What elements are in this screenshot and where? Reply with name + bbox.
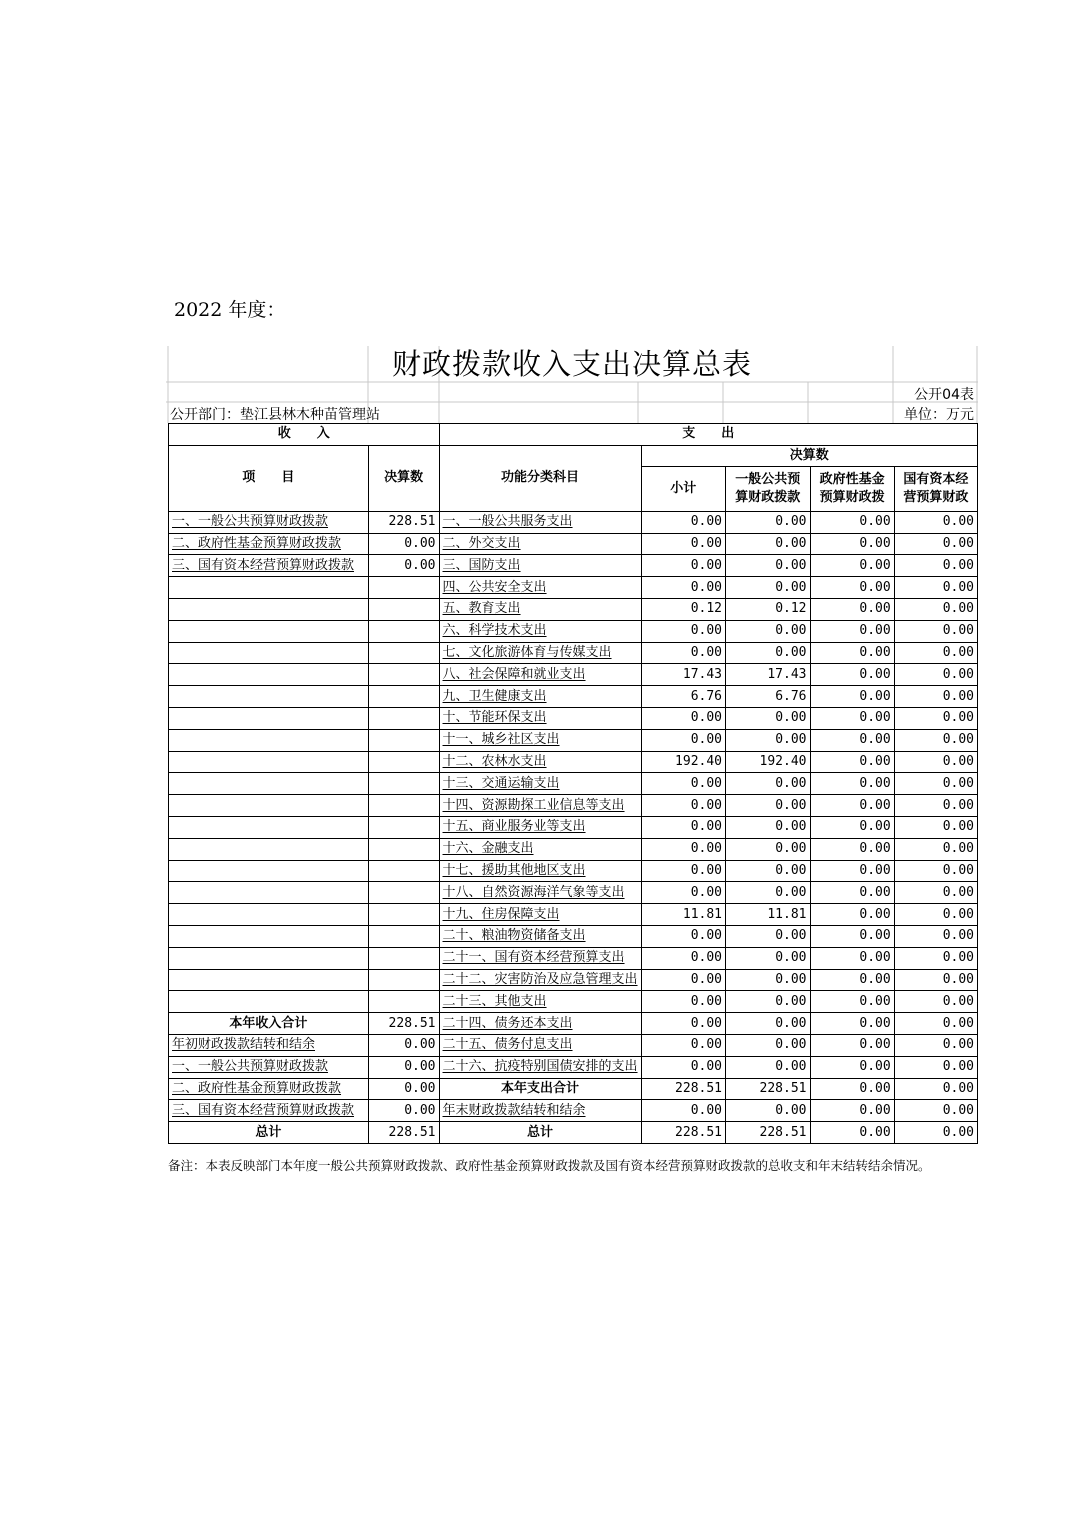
income-header: 收 入 <box>169 424 440 446</box>
income-item-cell <box>169 664 369 686</box>
expense-general-cell: 6.76 <box>726 686 810 708</box>
expense-soe-cell: 0.00 <box>894 707 977 729</box>
table-row <box>169 1100 978 1122</box>
expense-soe-cell: 0.00 <box>894 664 977 686</box>
expense-item-cell: 十九、住房保障支出 <box>439 904 641 926</box>
table-row <box>169 511 978 533</box>
table-row <box>169 664 978 686</box>
table-row <box>169 729 978 751</box>
expense-item-cell: 二十六、抗疫特别国债安排的支出 <box>439 1056 641 1078</box>
income-amount-cell <box>368 664 439 686</box>
expense-subtotal-cell: 0.00 <box>641 1034 725 1056</box>
income-item-cell <box>169 969 369 991</box>
decision-header: 决算数 <box>641 445 977 466</box>
income-amount-cell: 0.00 <box>368 533 439 555</box>
income-amount-cell <box>368 686 439 708</box>
income-item-cell <box>169 882 369 904</box>
income-amount-cell <box>368 860 439 882</box>
income-amount-cell: 0.00 <box>368 1034 439 1056</box>
expense-subtotal-cell: 0.00 <box>641 511 725 533</box>
expense-fund-cell: 0.00 <box>810 533 894 555</box>
table-row <box>169 860 978 882</box>
table-row <box>169 555 978 577</box>
expense-subtotal-cell: 0.00 <box>641 816 725 838</box>
expense-general-cell: 0.00 <box>726 511 810 533</box>
expense-subtotal-cell: 0.00 <box>641 1056 725 1078</box>
expense-fund-cell: 0.00 <box>810 947 894 969</box>
expense-general-cell: 0.00 <box>726 925 810 947</box>
table-row <box>169 577 978 599</box>
expense-item-cell: 五、教育支出 <box>439 598 641 620</box>
general-header: 一般公共预算财政拨款 <box>726 466 810 511</box>
income-amount-cell <box>368 795 439 817</box>
expense-subtotal-cell: 0.00 <box>641 991 725 1013</box>
fund-header: 政府性基金预算财政拨 <box>810 466 894 511</box>
expense-soe-cell: 0.00 <box>894 1100 977 1122</box>
subtotal-header: 小计 <box>641 466 725 511</box>
expense-soe-cell: 0.00 <box>894 1078 977 1100</box>
income-amount-cell <box>368 620 439 642</box>
income-item-cell: 一、一般公共预算财政拨款 <box>169 1056 369 1078</box>
expense-general-cell: 0.00 <box>726 969 810 991</box>
income-amount-cell: 228.51 <box>368 1013 439 1035</box>
expense-subtotal-cell: 11.81 <box>641 904 725 926</box>
form-code: 公开04表 <box>914 387 974 403</box>
expense-fund-cell: 0.00 <box>810 751 894 773</box>
income-item-cell: 三、国有资本经营预算财政拨款 <box>169 555 369 577</box>
expense-general-cell: 192.40 <box>726 751 810 773</box>
sheet-title: 财政拨款收入支出决算总表 <box>391 347 752 381</box>
income-item-cell <box>169 991 369 1013</box>
expense-general-cell: 228.51 <box>726 1078 810 1100</box>
expense-subtotal-cell: 0.00 <box>641 1013 725 1035</box>
expense-subtotal-cell: 0.00 <box>641 773 725 795</box>
expense-item-cell: 三、国防支出 <box>439 555 641 577</box>
expense-fund-cell: 0.00 <box>810 969 894 991</box>
income-item-cell: 一、一般公共预算财政拨款 <box>169 511 369 533</box>
income-item-cell <box>169 729 369 751</box>
expense-general-cell: 0.00 <box>726 707 810 729</box>
expense-fund-cell: 0.00 <box>810 838 894 860</box>
expense-soe-cell: 0.00 <box>894 1056 977 1078</box>
expense-fund-cell: 0.00 <box>810 860 894 882</box>
income-amount-cell: 228.51 <box>368 1122 439 1144</box>
expense-subtotal-cell: 0.00 <box>641 729 725 751</box>
expense-soe-cell: 0.00 <box>894 925 977 947</box>
income-item-cell: 二、政府性基金预算财政拨款 <box>169 533 369 555</box>
income-amount-cell <box>368 707 439 729</box>
expense-fund-cell: 0.00 <box>810 555 894 577</box>
expense-item-cell: 二十一、国有资本经营预算支出 <box>439 947 641 969</box>
table-row <box>169 686 978 708</box>
expense-soe-cell: 0.00 <box>894 1122 977 1144</box>
table-row <box>169 882 978 904</box>
expense-subtotal-cell: 0.00 <box>641 1100 725 1122</box>
income-item-cell: 年初财政拨款结转和结余 <box>169 1034 369 1056</box>
income-amount-cell <box>368 969 439 991</box>
income-amount-cell: 0.00 <box>368 1078 439 1100</box>
expense-soe-cell: 0.00 <box>894 860 977 882</box>
income-item-cell <box>169 620 369 642</box>
expense-fund-cell: 0.00 <box>810 1122 894 1144</box>
income-item-cell <box>169 642 369 664</box>
income-item-cell: 二、政府性基金预算财政拨款 <box>169 1078 369 1100</box>
table-row <box>169 816 978 838</box>
income-amount-cell <box>368 904 439 926</box>
expense-subtotal-cell: 0.00 <box>641 969 725 991</box>
income-amount-cell <box>368 598 439 620</box>
income-item-cell <box>169 598 369 620</box>
income-item-cell: 总计 <box>169 1122 369 1144</box>
expense-general-cell: 0.00 <box>726 1013 810 1035</box>
expense-soe-cell: 0.00 <box>894 555 977 577</box>
expense-fund-cell: 0.00 <box>810 1078 894 1100</box>
expense-general-cell: 228.51 <box>726 1122 810 1144</box>
expense-general-cell: 17.43 <box>726 664 810 686</box>
expense-subtotal-cell: 0.00 <box>641 707 725 729</box>
expense-soe-cell: 0.00 <box>894 969 977 991</box>
expense-fund-cell: 0.00 <box>810 729 894 751</box>
expense-fund-cell: 0.00 <box>810 991 894 1013</box>
function-header: 功能分类科目 <box>439 445 641 511</box>
income-item-cell <box>169 686 369 708</box>
expense-general-cell: 0.00 <box>726 838 810 860</box>
expense-item-cell: 十七、援助其他地区支出 <box>439 860 641 882</box>
income-item-cell <box>169 773 369 795</box>
expense-fund-cell: 0.00 <box>810 1100 894 1122</box>
expense-general-cell: 0.00 <box>726 795 810 817</box>
expense-general-cell: 0.00 <box>726 816 810 838</box>
expense-item-cell: 一、一般公共服务支出 <box>439 511 641 533</box>
expense-fund-cell: 0.00 <box>810 1056 894 1078</box>
expense-subtotal-cell: 0.00 <box>641 860 725 882</box>
expense-general-cell: 0.00 <box>726 860 810 882</box>
expense-soe-cell: 0.00 <box>894 686 977 708</box>
expense-item-cell: 二十、粮油物资储备支出 <box>439 925 641 947</box>
expense-item-cell: 二十四、债务还本支出 <box>439 1013 641 1035</box>
expense-item-cell: 十三、交通运输支出 <box>439 773 641 795</box>
expense-item-cell: 二、外交支出 <box>439 533 641 555</box>
expense-item-cell: 十六、金融支出 <box>439 838 641 860</box>
budget-sheet <box>166 346 978 1186</box>
expense-fund-cell: 0.00 <box>810 620 894 642</box>
expense-item-cell: 七、文化旅游体育与传媒支出 <box>439 642 641 664</box>
income-amount-cell: 228.51 <box>368 511 439 533</box>
expense-item-cell: 十八、自然资源海洋气象等支出 <box>439 882 641 904</box>
expense-fund-cell: 0.00 <box>810 577 894 599</box>
expense-subtotal-cell: 0.00 <box>641 642 725 664</box>
expense-soe-cell: 0.00 <box>894 533 977 555</box>
expense-item-cell: 四、公共安全支出 <box>439 577 641 599</box>
expense-subtotal-cell: 0.00 <box>641 620 725 642</box>
table-row <box>169 795 978 817</box>
table-row <box>169 1013 978 1035</box>
expense-soe-cell: 0.00 <box>894 729 977 751</box>
expense-item-cell: 年末财政拨款结转和结余 <box>439 1100 641 1122</box>
expense-soe-cell: 0.00 <box>894 598 977 620</box>
expense-fund-cell: 0.00 <box>810 511 894 533</box>
expense-item-cell: 十四、资源勘探工业信息等支出 <box>439 795 641 817</box>
expense-fund-cell: 0.00 <box>810 707 894 729</box>
expense-item-cell: 十五、商业服务业等支出 <box>439 816 641 838</box>
income-amount-cell <box>368 838 439 860</box>
expense-item-cell: 二十三、其他支出 <box>439 991 641 1013</box>
table-row <box>169 773 978 795</box>
expense-fund-cell: 0.00 <box>810 925 894 947</box>
expense-general-cell: 0.00 <box>726 620 810 642</box>
table-body <box>169 511 978 1143</box>
amount-header: 决算数 <box>368 445 439 511</box>
table-row <box>169 904 978 926</box>
expense-general-cell: 0.00 <box>726 882 810 904</box>
expense-general-cell: 0.00 <box>726 533 810 555</box>
expense-subtotal-cell: 0.00 <box>641 925 725 947</box>
income-item-cell <box>169 947 369 969</box>
table-row <box>169 925 978 947</box>
income-amount-cell <box>368 729 439 751</box>
income-item-cell <box>169 816 369 838</box>
income-amount-cell: 0.00 <box>368 1056 439 1078</box>
income-amount-cell: 0.00 <box>368 555 439 577</box>
table-note: 备注：本表反映部门本年度一般公共预算财政拨款、政府性基金预算财政拨款及国有资本经营预算财政拨款的总收支和年末结转结余情况。 <box>168 1158 931 1173</box>
item-header: 项 目 <box>169 445 369 511</box>
expense-subtotal-cell: 228.51 <box>641 1122 725 1144</box>
expense-fund-cell: 0.00 <box>810 664 894 686</box>
income-item-cell <box>169 860 369 882</box>
table-row <box>169 1078 978 1100</box>
table-row <box>169 1056 978 1078</box>
expense-subtotal-cell: 17.43 <box>641 664 725 686</box>
income-item-cell <box>169 707 369 729</box>
budget-table <box>168 423 978 1144</box>
expense-general-cell: 0.00 <box>726 991 810 1013</box>
expense-subtotal-cell: 0.00 <box>641 533 725 555</box>
year-heading: 2022 年度： <box>174 299 286 321</box>
table-row <box>169 642 978 664</box>
expense-general-cell: 11.81 <box>726 904 810 926</box>
income-item-cell <box>169 577 369 599</box>
expense-fund-cell: 0.00 <box>810 686 894 708</box>
table-row <box>169 620 978 642</box>
expense-soe-cell: 0.00 <box>894 904 977 926</box>
expense-soe-cell: 0.00 <box>894 642 977 664</box>
income-item-cell <box>169 795 369 817</box>
income-amount-cell <box>368 947 439 969</box>
expense-subtotal-cell: 6.76 <box>641 686 725 708</box>
expense-soe-cell: 0.00 <box>894 773 977 795</box>
expense-general-cell: 0.00 <box>726 555 810 577</box>
income-amount-cell <box>368 925 439 947</box>
expense-fund-cell: 0.00 <box>810 882 894 904</box>
table-row <box>169 707 978 729</box>
expense-item-cell: 十、节能环保支出 <box>439 707 641 729</box>
expense-general-cell: 0.00 <box>726 1034 810 1056</box>
income-amount-cell <box>368 991 439 1013</box>
expense-item-cell: 八、社会保障和就业支出 <box>439 664 641 686</box>
expense-subtotal-cell: 228.51 <box>641 1078 725 1100</box>
table-row <box>169 533 978 555</box>
expense-soe-cell: 0.00 <box>894 751 977 773</box>
expense-fund-cell: 0.00 <box>810 642 894 664</box>
table-row <box>169 598 978 620</box>
expense-soe-cell: 0.00 <box>894 838 977 860</box>
expense-item-cell: 十二、农林水支出 <box>439 751 641 773</box>
expense-soe-cell: 0.00 <box>894 1013 977 1035</box>
income-item-cell: 三、国有资本经营预算财政拨款 <box>169 1100 369 1122</box>
expense-item-cell: 九、卫生健康支出 <box>439 686 641 708</box>
table-row <box>169 969 978 991</box>
expense-fund-cell: 0.00 <box>810 1013 894 1035</box>
expense-subtotal-cell: 0.12 <box>641 598 725 620</box>
table-row <box>169 838 978 860</box>
department-label: 公开部门：垫江县林木种苗管理站 <box>170 407 380 423</box>
income-item-cell <box>169 838 369 860</box>
income-amount-cell <box>368 816 439 838</box>
income-item-cell <box>169 751 369 773</box>
income-amount-cell <box>368 882 439 904</box>
income-item-cell <box>169 904 369 926</box>
expense-subtotal-cell: 0.00 <box>641 838 725 860</box>
expense-general-cell: 0.00 <box>726 773 810 795</box>
expense-fund-cell: 0.00 <box>810 904 894 926</box>
table-row <box>169 947 978 969</box>
expense-item-cell: 本年支出合计 <box>439 1078 641 1100</box>
expense-general-cell: 0.12 <box>726 598 810 620</box>
expense-soe-cell: 0.00 <box>894 882 977 904</box>
expense-general-cell: 0.00 <box>726 729 810 751</box>
expense-general-cell: 0.00 <box>726 642 810 664</box>
expense-soe-cell: 0.00 <box>894 620 977 642</box>
table-row <box>169 991 978 1013</box>
expense-soe-cell: 0.00 <box>894 511 977 533</box>
expense-soe-cell: 0.00 <box>894 1034 977 1056</box>
expense-fund-cell: 0.00 <box>810 598 894 620</box>
expense-item-cell: 六、科学技术支出 <box>439 620 641 642</box>
unit-label: 单位：万元 <box>904 407 974 423</box>
expense-subtotal-cell: 0.00 <box>641 882 725 904</box>
income-amount-cell <box>368 577 439 599</box>
expense-subtotal-cell: 0.00 <box>641 555 725 577</box>
expense-fund-cell: 0.00 <box>810 773 894 795</box>
expense-header: 支 出 <box>439 424 977 446</box>
table-row <box>169 1122 978 1144</box>
expense-subtotal-cell: 0.00 <box>641 947 725 969</box>
income-item-cell <box>169 925 369 947</box>
expense-subtotal-cell: 0.00 <box>641 795 725 817</box>
income-amount-cell <box>368 642 439 664</box>
expense-item-cell: 二十二、灾害防治及应急管理支出 <box>439 969 641 991</box>
expense-item-cell: 二十五、债务付息支出 <box>439 1034 641 1056</box>
expense-fund-cell: 0.00 <box>810 816 894 838</box>
expense-soe-cell: 0.00 <box>894 947 977 969</box>
table-row <box>169 1034 978 1056</box>
table-row <box>169 751 978 773</box>
expense-general-cell: 0.00 <box>726 947 810 969</box>
income-amount-cell: 0.00 <box>368 1100 439 1122</box>
expense-subtotal-cell: 0.00 <box>641 577 725 599</box>
expense-general-cell: 0.00 <box>726 1100 810 1122</box>
income-amount-cell <box>368 751 439 773</box>
expense-subtotal-cell: 192.40 <box>641 751 725 773</box>
expense-soe-cell: 0.00 <box>894 991 977 1013</box>
expense-item-cell: 总计 <box>439 1122 641 1144</box>
expense-fund-cell: 0.00 <box>810 795 894 817</box>
expense-general-cell: 0.00 <box>726 1056 810 1078</box>
income-amount-cell <box>368 773 439 795</box>
expense-item-cell: 十一、城乡社区支出 <box>439 729 641 751</box>
expense-general-cell: 0.00 <box>726 577 810 599</box>
expense-fund-cell: 0.00 <box>810 1034 894 1056</box>
expense-soe-cell: 0.00 <box>894 816 977 838</box>
income-item-cell: 本年收入合计 <box>169 1013 369 1035</box>
expense-soe-cell: 0.00 <box>894 795 977 817</box>
expense-soe-cell: 0.00 <box>894 577 977 599</box>
soe-header: 国有资本经营预算财政 <box>894 466 977 511</box>
